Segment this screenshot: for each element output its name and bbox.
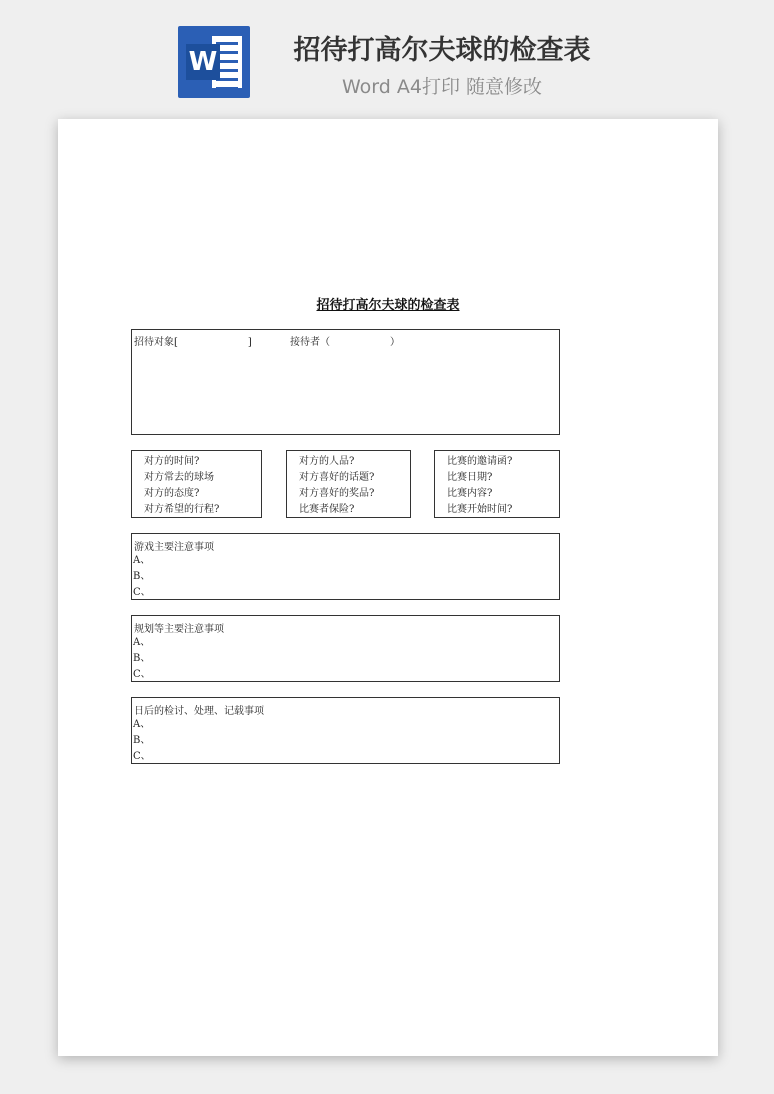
list-item: 对方的时间?: [144, 456, 200, 467]
section-planning-notes: [131, 615, 560, 682]
list-item: B、: [133, 653, 151, 664]
section-title: 日后的检讨、处理、记载事项: [134, 706, 264, 717]
guest-info-box: [131, 329, 560, 435]
header-title: 招待打高尔夫球的检查表: [293, 35, 591, 66]
list-item: 比赛日期?: [447, 472, 493, 483]
list-item: 对方喜好的话题?: [299, 472, 375, 483]
header-subtitle: Word A4打印 随意修改: [341, 76, 542, 98]
list-item: 比赛的邀请函?: [447, 456, 513, 467]
word-letter: W: [186, 44, 220, 80]
checklist-box-guest: [131, 450, 262, 518]
document-page: [58, 119, 718, 1056]
list-item: A、: [133, 719, 151, 730]
list-item: 比赛开始时间?: [447, 504, 513, 515]
list-item: C、: [133, 751, 151, 762]
list-item: A、: [133, 555, 151, 566]
list-item: 对方希望的行程?: [144, 504, 220, 515]
list-item: B、: [133, 571, 151, 582]
list-item: 对方常去的球场: [144, 472, 214, 483]
list-item: 比赛内容?: [447, 488, 493, 499]
section-game-notes: [131, 533, 560, 600]
host-label: 接待者（ ）: [290, 337, 400, 348]
list-item: 对方的人品?: [299, 456, 355, 467]
section-followup-notes: [131, 697, 560, 764]
list-item: C、: [133, 669, 151, 680]
checklist-box-preferences: [286, 450, 411, 518]
section-title: 游戏主要注意事项: [134, 542, 214, 553]
word-app-icon: [178, 26, 250, 98]
guest-label: 招待对象[ ]: [134, 337, 252, 348]
section-title: 规划等主要注意事项: [134, 624, 224, 635]
list-item: A、: [133, 637, 151, 648]
list-item: 对方喜好的奖品?: [299, 488, 375, 499]
document-title: 招待打高尔夫球的检查表: [316, 298, 460, 313]
list-item: 对方的态度?: [144, 488, 200, 499]
list-item: B、: [133, 735, 151, 746]
list-item: C、: [133, 587, 151, 598]
list-item: 比赛者保险?: [299, 504, 355, 515]
checklist-box-match: [434, 450, 560, 518]
